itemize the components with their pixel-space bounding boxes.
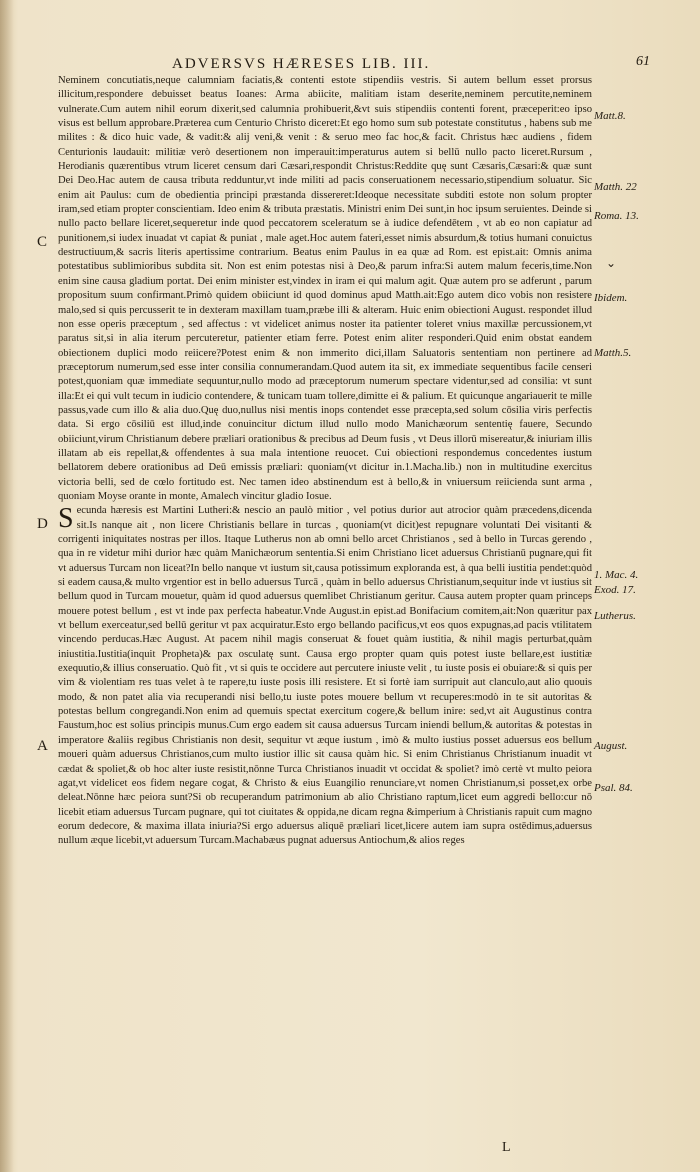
margin-note-lutherus: Lutherus. bbox=[594, 610, 636, 622]
running-head: ADVERSVS HÆRESES LIB. III. bbox=[172, 56, 431, 72]
margin-tick: ⌄ bbox=[606, 256, 617, 270]
margin-note-august: August. bbox=[594, 740, 628, 752]
margin-note-matth-22: Matth. 22 bbox=[594, 181, 637, 193]
paragraph-bellum-licitum: Neminem concutiatis,neque calumniam faciatis,& contenti estote stipendiis vestris. Si autem bellum esset prorsus illicitum,respondere debuisset beatus Ioanes: Arma abiicite, malitiam istam deserite,neminem percutite,neminem vulnerate.Cum autem nihil eorum dixerit,sed calumnia prohibuerit,&vt suis stipendiis contenti forent, præceperit:eo ipso visus est bellum approbare.Præterea cum Centurio Christo diceret:Et ego homo sum sub potestate constitutus , habens sub me milites : & dico huic vade, & vadit:& alij veni,& venit : & seruo meo fac hoc,& facit. Christus hæc audiens , fidem Centurionis laudauit: militiæ verò desertionem non imperauit:imperaturus autem si bellū nullo pacto liceret.Rursum , Herodianis quærentibus vtrum liceret censum dari Cæsari,respondit Christus:Reddite quę sunt Cæsaris,Cæsari:& quæ sunt Dei Deo.Hac autem de causa tributa redduntur,vt inde militi ad pacis conseruationem necessario,stipendium soluatur. Sic enim ait Paulus: cum de obedientia principi præstanda dissereret:Ideoque necessitate subditi estote non solum propter iram,sed etiam propter conscientiam. Ideo enim & tributa præstatis. Ministri enim Dei sunt,in hoc ipsum seruientes. Deinde si nullo pacto bellare liceret,sequeretur inde quod peccatorem sceleratum se à iudice defendētem , vt ab eo non capiatur ad punitionem,si iudex inuadat vt capiat & puniat , male aget.Hoc autem fateri,esset nimis absurdum,& totius humani conuictus destructiuum,& sacris literis apertissime contrarium. Beatus enim Paulus in ea quæ ad Rom. est epist.ait: Omnis anima potestatibus sublimioribus subdita sit. Non est enim potestas nisi à Deo,& parum infra:Si autem malum feceris,time.Non enim sine causa gladium portat. Dei enim minister est,vindex in iram ei qui malum agit. Quæ autem pro se adferunt , parum propositum suum confirmant.Primò quidem obiiciunt id quod dominus apud Matth.ait:Ego autem dico vobis non resistere malo,sed si quis percusserit te in dexteram maxillam tuam,præbe illi & alteram. Huic enim obiectioni August. respondet illud non esse operis præceptum , sed affectus : vt videlicet animus noster ita patienter toleret vnius maxillæ percussionem,vt paratus sit,si in alia iterum percuteretur, patienter etiam ferre. Potest enim aliter responderi.Quid enim obstat eandem obiectionem duplici modo reiicere?Potest enim & non immerito dici,illam Saluatoris sententiam non pertinere ad præceptorum numerum,sed esse inter consilia connumerandam.Quod autem ita sit, ex immediate sequentibus facile censeri potest,quoniam quæ immediate sequuntur,nullo modo ad præceptorum numerum spectare videntur,sed ad consilia: vt sunt illa:Et ei qui vult tecum in iudicio contendere, & tunicam tuam tollere,dimitte ei & palium. Et quicunque angariauerit te mille passus,vade cum illo & alia duo.Quę duo,nullus nisi mentis inops contendet esse præcepta,sed solum cōsilia viris perfectis data. Si ergo cōsiliū est illud,inde conuincitur dictum illud nullo modo Manichæorum sententię fauere, Secundo obiiciunt,virum Christianum debere præliari orationibus & precibus ad Deum fusis , vt Deus illorū misereatur,& iniuriam illis illatam ab eis repellat,& offendentes à sua mala intentione reuocet. Cui obiectioni respondemus concedentes iustum bellatorem debere orationibus ad Deū emissis præliari: quoniam(vt dicitur in.1.Macha.lib.) non in multitudine exercitus victoria belli, sed de cœlo fortitudo est. Nec tamen ideo abstinendum est à bello,& in vniuersum reiicienda sunt arma , quoniam Moyse orante in monte, Amalech vincitur gladio Iosue. bbox=[58, 75, 592, 502]
margin-note-exod-17: Exod. 17. bbox=[594, 584, 636, 596]
signature-mark: L bbox=[502, 1140, 511, 1155]
margin-note-psal-84: Psal. 84. bbox=[594, 782, 633, 794]
section-letter-c: C bbox=[37, 234, 48, 250]
main-text bbox=[58, 74, 592, 849]
margin-note-ibidem: Ibidem. bbox=[594, 292, 628, 304]
gutter-shadow bbox=[0, 0, 14, 1172]
margin-note-roma-13: Roma. 13. bbox=[594, 210, 639, 222]
paragraph-lutherus-text: ecunda hæresis est Martini Lutheri:& nescio an paulò mitior , vel potius durior aut atrocior quàm præcedens,dicenda sit.Is nanque ait , non licere Christianis bellare in turcas , quoniam(vt dicit)est repugnare voluntati Dei visitanti & corrigenti iniquitates nostras per illos. Itaque Lutherus non ab omni bello arcet Christianos , sed à bello in Turcas gerendo , qua in re videtur mihi durior hæc quàm Manichæorum sententia.Si enim Christiano licet aduersus Christianū pugnare,qui fit vt aduersus Turcam non liceat?In bello nanque vt iustum sit,causa potissimum exploranda est, à qua belli iustitia pendet:quòd si eadem causa,& multo vrgentior est in bello aduersus Turcā , quàm in bello aduersus Christianum,sequitur inde vt iustius sit bellum quod in Turcam mouetur, quàm id quod aduersus quemlibet Christianum geritur. Causa autem propter quam princeps mouere potest bellum , est vt inde pax perfecta habeatur.Vnde August.in epist.ad Bonifacium comitem,ait:Non quæritur pax vt bellum exerceatur,sed bellū geritur vt pax acquiratur.Esto ergo bellando pacificus,vt eos quos expugnas,ad pacis vtilitatem vincendo perducas.Hæc August. At pacem nihil magis conseruat & fouet quàm iustitia, & nihil magis perturbat,quàm iniustitia.Iustitia(inquit Propheta)& pax osculatę sunt. Causa ergo propter quam quis potest iuste bellare,est iustitiæ exequutio,& illius conseruatio. Quò fit , vt si quis te occidere aut percutere iniuste velit , tu iuste posis ei obuiare:& si quis per vim & violentiam res tuas velet à te rapere,tu iuste posis illi resistere. Et si fortè iam surripuit aut clanculo,aut alio quouis modo, & non patet alia via recuperandi nisi bello,tu iuste potes mouere bellum vt recuperes:modò in te sit autoritas & potestas bellum congregandi.Non enim ad quemuis spectat exercitum cogere,& bellum inire: sed,vt ait Augustinus contra Faustum,hoc est solius principis munus.Cum ergo eadem sit causa aduersus Turcam iniendi bellum,& autoritas & potestas in imperatore &aliis regibus Christianis non desit, sequitur vt æque iustum , imò & multo iustius posset aduersus eos bellum moueri quàm aduersus Christianos,cum multo iustior illic sit causa quàm hic. Si enim Christianus Christianum inuadit vt cædat & spoliet,& ob hoc alter iuste resistit,nōnne Turca Christianos inuadit vt occidat & spoliet? imò certè vt multo peiora agat,vt videlicet eos fidem negare cogat, & Christo & eius Euangilio renunciare,vt nomen Christianum,si posset,ex orbe deleat.Nōnne hæc peiora sunt?Si ob recuperandum patrimonium ab alio Christiano raptum,licet eum aggredi bello:cur nō licebit etiam aduersus Turcam pugnare, qui tot ciuitates & oppida,ne dicam regna &imperium à Christianis rapuit cum magno eorum dedecore, & maxima illata iniuria?Si ergo aduersus aliquē præliari licet,licere autem iam supra ostēdimus,aduersus nullum æque licebit,vt aduersum Turcam.Machabæus pugnat aduersus Antiochum,& alios reges bbox=[58, 505, 592, 847]
section-letter-a: A bbox=[37, 738, 48, 754]
section-letter-d: D bbox=[37, 516, 48, 532]
margin-note-1-mac-4: 1. Mac. 4. bbox=[594, 569, 639, 581]
drop-cap: S bbox=[58, 503, 74, 535]
page-header bbox=[60, 56, 650, 76]
margin-note-matth-5: Matth.5. bbox=[594, 347, 632, 359]
page-number: 61 bbox=[636, 54, 650, 69]
paragraph-lutherus bbox=[58, 504, 592, 848]
margin-note-matt-8: Matt.8. bbox=[594, 110, 626, 122]
